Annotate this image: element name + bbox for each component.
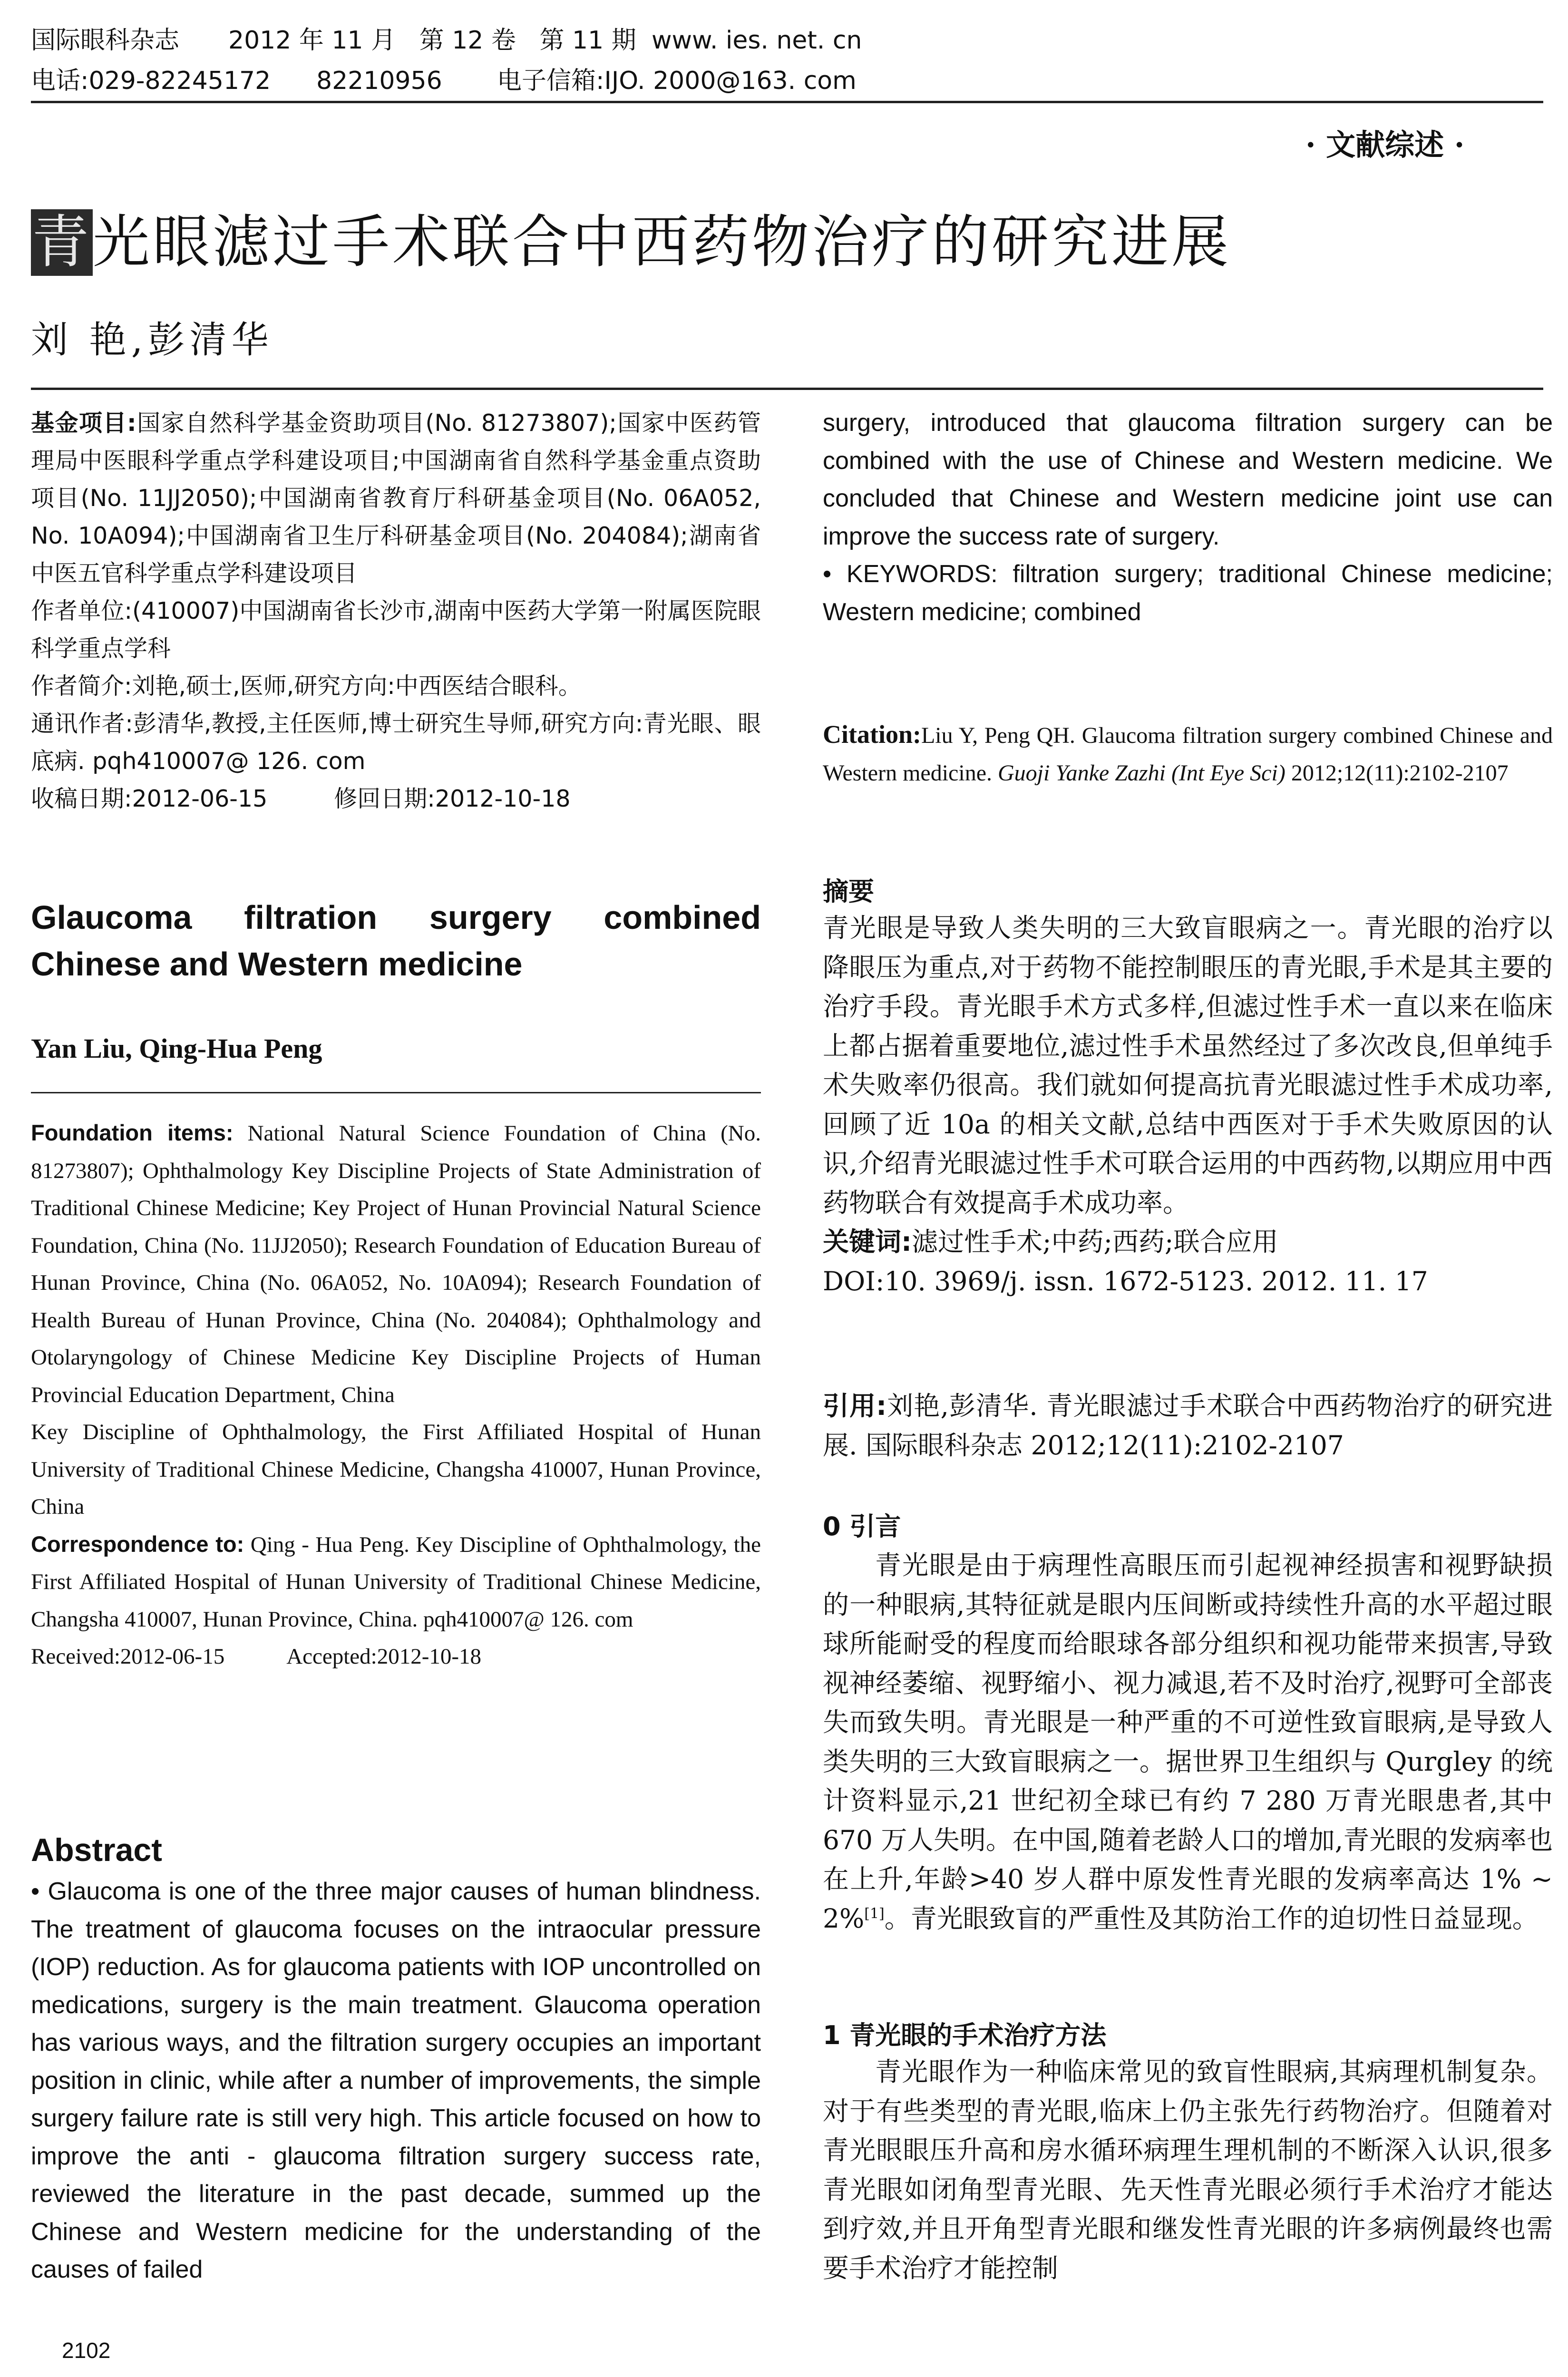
issue-info: 2012 年 11 月 第 12 卷 第 11 期	[228, 26, 636, 55]
email[interactable]: 电子信箱:IJO. 2000@163. com	[497, 67, 857, 95]
intro-label: 作者简介:	[31, 672, 132, 700]
english-authors-rule	[31, 1092, 761, 1093]
correspondence-text: Qing - Hua Peng. Key Discipline of Ophthalmology, the First Affiliated Hospital of Hunan University of Traditional Chinese Medicine, Changsha 410007, Hunan Province, China. pqh410007@ 126. com	[31, 1532, 761, 1632]
unit-text: (410007)中国湖南省长沙市,湖南中医药大学第一附属医院眼科学重点学科	[31, 597, 761, 662]
intro-paragraph	[823, 1546, 1553, 1938]
cn-metadata	[31, 404, 761, 818]
fund-item	[31, 404, 761, 592]
correspondence-label: Correspondence to:	[31, 1531, 244, 1557]
header-rule	[31, 101, 1543, 103]
revised-date: 修回日期:2012-10-18	[334, 785, 571, 812]
author-unit	[31, 592, 761, 667]
corresponding-author	[31, 705, 761, 780]
page-title	[31, 209, 1231, 276]
cn-authors: 刘 艳,彭清华	[31, 319, 273, 361]
foundation-block	[31, 1114, 761, 1676]
abstract-heading: Abstract	[31, 1832, 162, 1868]
cn-citation-text: 刘艳,彭清华. 青光眼滤过手术联合中西药物治疗的研究进展. 国际眼科杂志 2012;12(11):2102-2107	[823, 1391, 1553, 1461]
abstract-continued-text: surgery, introduced that glaucoma filtration surgery can be combined with the use of Chinese and Western medicine. We concluded that Chinese and Western medicine joint use can improve the success rate of surgery.	[823, 409, 1553, 550]
cn-keywords-text: 滤过性手术;中药;西药;联合应用	[912, 1227, 1278, 1257]
intro-text-2: 。青光眼致盲的严重性及其防治工作的迫切性日益显现。	[884, 1903, 1539, 1934]
title-first-char: 青	[32, 209, 92, 275]
cn-citation-label: 引用:	[823, 1391, 887, 1421]
foundation-items	[31, 1114, 761, 1413]
citation-block	[823, 716, 1553, 792]
section-label: · 文献综述 ·	[1305, 127, 1465, 162]
title-rule	[31, 388, 1543, 390]
en-accepted: Accepted:2012-10-18	[286, 1644, 482, 1669]
section1-heading: 1 青光眼的手术治疗方法	[823, 2020, 1107, 2050]
correspondence	[31, 1526, 761, 1638]
phone-2: 82210956	[316, 67, 442, 95]
dates	[31, 780, 761, 818]
citation-journal: Guoji Yanke Zazhi (Int Eye Sci)	[998, 760, 1286, 786]
section1-paragraph: 青光眼作为一种临床常见的致盲性眼病,其病理机制复杂。对于有些类型的青光眼,临床上仍主张先行药物治疗。但随着对青光眼眼压升高和房水循环病理生理机制的不断深入认识,很多青光眼如闭角型青光眼、先天性青光眼必须行手术治疗才能达到疗效,并且开角型青光眼和继发性青光眼的许多病例最终也需要手术治疗才能控制	[823, 2056, 1553, 2283]
intro-heading: 0 引言	[823, 1511, 901, 1541]
received-date: 收稿日期:2012-06-15	[31, 785, 268, 812]
english-title: Glaucoma filtration surgery combined Chinese and Western medicine	[31, 899, 761, 983]
unit-label: 作者单位:	[31, 597, 133, 624]
cn-abstract-text: 青光眼是导致人类失明的三大致盲眼病之一。青光眼的治疗以降眼压为重点,对于药物不能控制眼压的青光眼,手术是其主要的治疗手段。青光眼手术方式多样,但滤过性手术一直以来在临床上都占据着重要地位,滤过性手术虽然经过了多次改良,但单纯手术失败率仍很高。我们就如何提高抗青光眼滤过性手术成功率,回顾了近 10a 的相关文献,总结中西医对于手术失败原因的认识,介绍青光眼滤过性手术可联合运用的中西药物,以期应用中西药物联合有效提高手术成功率。	[823, 913, 1553, 1218]
intro-text: 刘艳,硕士,医师,研究方向:中西医结合眼科。	[132, 672, 582, 700]
section1-body	[823, 2052, 1553, 2288]
english-authors: Yan Liu, Qing-Hua Peng	[31, 1033, 322, 1064]
cn-citation	[823, 1386, 1553, 1465]
affiliation: Key Discipline of Ophthalmology, the First Affiliated Hospital of Hunan University of Traditional Chinese Medicine, Changsha 410007, Hunan Province, China	[31, 1420, 761, 1519]
citation-volume: 2012;12(11):2102-2107	[1285, 760, 1509, 786]
cn-keywords	[823, 1222, 1553, 1262]
corr-text: 彭清华,教授,主任医师,博士研究生导师,研究方向:青光眼、眼底病. pqh410007@ 126. com	[31, 710, 761, 775]
fund-text: 国家自然科学基金资助项目(No. 81273807);国家中医药管理局中医眼科学重点学科建设项目;中国湖南省自然科学基金重点资助项目(No. 11JJ2050);中国湖南省教育厅科研基金项目(No. 06A052, No. 10A094);中国湖南省卫生厅科研基金项目(No. 204084);湖南省中医五官科学重点学科建设项目	[31, 409, 761, 587]
cn-abstract-heading: 摘要	[823, 877, 874, 906]
doi: DOI:10. 3969/j. issn. 1672-5123. 2012. 11. 17	[823, 1266, 1428, 1296]
intro-text-1: 青光眼是由于病理性高眼压而引起视神经损害和视野缺损的一种眼病,其特征就是眼内压间断或持续性升高的水平超过眼球所能耐受的程度而给眼球各部分组织和视功能带来损害,导致视神经萎缩、视野缩小、视力减退,若不及时治疗,视野可全部丧失而致失明。青光眼是一种严重的不可逆性致盲眼病,是导致人类失明的三大致盲眼病之一。据世界卫生组织与 Qurgley 的统计资料显示,21 世纪初全球已有约 7 280 万青光眼患者,其中 670 万人失明。在中国,随着老龄人口的增加,青光眼的发病率也在上升,年龄>40 岁人群中原发性青光眼的发病率高达 1% ~ 2%	[823, 1550, 1553, 1934]
foundation-label: Foundation items:	[31, 1120, 234, 1145]
en-keywords: • KEYWORDS: filtration surgery; traditional Chinese medicine; Western medicine; combined	[823, 560, 1553, 626]
citation-label: Citation:	[823, 720, 921, 749]
abstract-continued	[823, 404, 1553, 631]
journal-name: 国际眼科杂志	[31, 26, 180, 55]
citation-text: Liu Y, Peng QH. Glaucoma filtration surgery combined Chinese and Western medicine.	[823, 723, 1553, 786]
intro-body	[823, 1546, 1553, 1938]
page-number: 2102	[62, 2338, 111, 2363]
cn-abstract	[823, 908, 1553, 1301]
en-dates	[31, 1638, 761, 1676]
title-rest: 光眼滤过手术联合中西药物治疗的研究进展	[93, 209, 1231, 275]
corr-label: 通讯作者:	[31, 710, 133, 737]
abstract-text: • Glaucoma is one of the three major causes of human blindness. The treatment of glaucoma focuses on the intraocular pressure (IOP) reduction. As for glaucoma patients with IOP uncontrolled on medications, surgery is the main treatment. Glaucoma operation has various ways, and the filtration surgery occupies an important position in clinic, while after a number of improvements, the simple surgery failure rate is still very high. This article focused on how to improve the anti - glaucoma filtration surgery success rate, reviewed the literature in the past decade, summed up the Chinese and Western medicine for the understanding of the causes of failed	[31, 1878, 761, 2283]
cn-keywords-label: 关键词:	[823, 1227, 912, 1257]
website[interactable]: www. ies. net. cn	[652, 26, 862, 55]
author-intro	[31, 667, 761, 705]
foundation-text: National Natural Science Foundation of China (No. 81273807); Ophthalmology Key Discipline Projects of State Administration of Traditional Chinese Medicine; Key Project of Hunan Provincial Natural Science Foundation, China (No. 11JJ2050); Research Foundation of Education Bureau of Hunan Province, China (No. 06A052, No. 10A094); Research Foundation of Health Bureau of Hunan Province, China (No. 204084); Ophthalmology and Otolaryngology of Chinese Medicine Key Discipline Projects of Human Provincial Education Department, China	[31, 1121, 761, 1407]
en-received: Received:2012-06-15	[31, 1644, 225, 1669]
phone: 电话:029-82245172	[31, 67, 271, 95]
reference-marker[interactable]: [1]	[864, 1905, 885, 1922]
fund-label: 基金项目:	[31, 409, 136, 437]
